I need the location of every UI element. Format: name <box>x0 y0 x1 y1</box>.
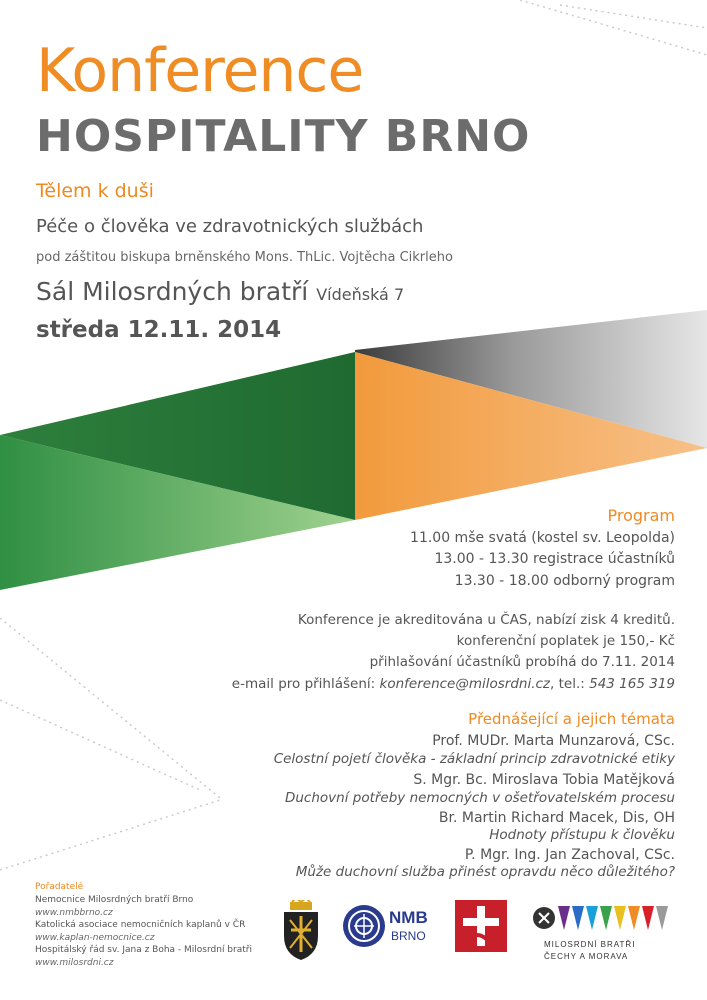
speaker-topic: Celostní pojetí člověka - základní princip zdravotnické etiky <box>273 751 675 767</box>
mb-line2: ČECHY A MORAVA <box>544 952 629 961</box>
accreditation-text: Konference je akreditována u ČAS, nabízí zisk 4 kreditů. <box>297 612 675 628</box>
patronage: pod záštitou biskupa brněnského Mons. ThLic. Vojtěcha Cikrleho <box>36 250 453 265</box>
email-link[interactable]: konference@milosrdni.cz <box>379 676 551 692</box>
organizer-name: Nemocnice Milosrdných bratří Brno <box>35 895 194 905</box>
program-item: 11.00 mše svatá (kostel sv. Leopolda) <box>410 530 675 546</box>
speaker-name: Prof. MUDr. Marta Munzarová, CSc. <box>432 733 675 749</box>
bishop-coat-of-arms-logo <box>276 900 326 962</box>
organizer-url[interactable]: www.kaplan-nemocnice.cz <box>35 933 155 943</box>
speaker-name: P. Mgr. Ing. Jan Zachoval, CSc. <box>464 847 675 863</box>
deadline-text: přihlašování účastníků probíhá do 7.11. 2014 <box>369 654 675 670</box>
brno-text: BRNO <box>391 929 426 943</box>
venue-name: Sál Milosrdných bratří <box>36 277 309 306</box>
title-konference: Konference <box>36 36 364 106</box>
subtitle: Tělem k duši <box>36 180 154 202</box>
organizer-url[interactable]: www.milosrdni.cz <box>35 958 114 968</box>
milosrdni-bratri-logo <box>532 900 682 970</box>
venue-address: Vídeňská 7 <box>316 285 405 304</box>
chaplains-logo <box>455 900 507 952</box>
speaker-name: Br. Martin Richard Macek, Dis, OH <box>438 810 675 826</box>
nmb-text: NMB <box>389 908 428 927</box>
title-hospitality: HOSPITALITY BRNO <box>36 111 531 162</box>
nmb-emblem-icon <box>342 904 386 948</box>
milosrdni-bratri-emblem-icon <box>532 904 682 938</box>
organizers-heading: Pořadatelé <box>35 882 84 892</box>
program-item: 13.00 - 13.30 registrace účastníků <box>434 551 675 567</box>
speaker-name: S. Mgr. Bc. Miroslava Tobia Matějková <box>413 772 675 788</box>
program-heading: Program <box>607 506 675 525</box>
phone-number: 543 165 319 <box>589 676 675 692</box>
organizer-url[interactable]: www.nmbbrno.cz <box>35 908 113 918</box>
nmb-brno-logo <box>342 900 426 952</box>
organizer-name: Hospitálský řád sv. Jana z Boha - Milosrdní bratři <box>35 945 252 955</box>
speakers-heading: Přednášející a jejich témata <box>468 710 675 728</box>
contact-line <box>232 676 675 692</box>
fee-text: konferenční poplatek je 150,- Kč <box>456 633 675 649</box>
phone-label: , tel.: <box>550 676 585 692</box>
organizer-name: Katolická asociace nemocničních kaplanů v ČR <box>35 920 246 930</box>
event-date: středa 12.11. 2014 <box>36 317 282 343</box>
speaker-topic: Může duchovní služba přinést opravdu něco důležitého? <box>295 864 675 880</box>
venue <box>36 277 404 306</box>
mb-line1: MILOSRDNÍ BRATŘI <box>544 940 636 949</box>
speaker-topic: Hodnoty přístupu k člověku <box>489 827 675 843</box>
email-label: e-mail pro přihlášení: <box>231 676 376 692</box>
speaker-topic: Duchovní potřeby nemocných v ošetřovatelském procesu <box>284 790 675 806</box>
topic: Péče o člověka ve zdravotnických službách <box>36 216 424 237</box>
program-item: 13.30 - 18.00 odborný program <box>454 573 675 589</box>
